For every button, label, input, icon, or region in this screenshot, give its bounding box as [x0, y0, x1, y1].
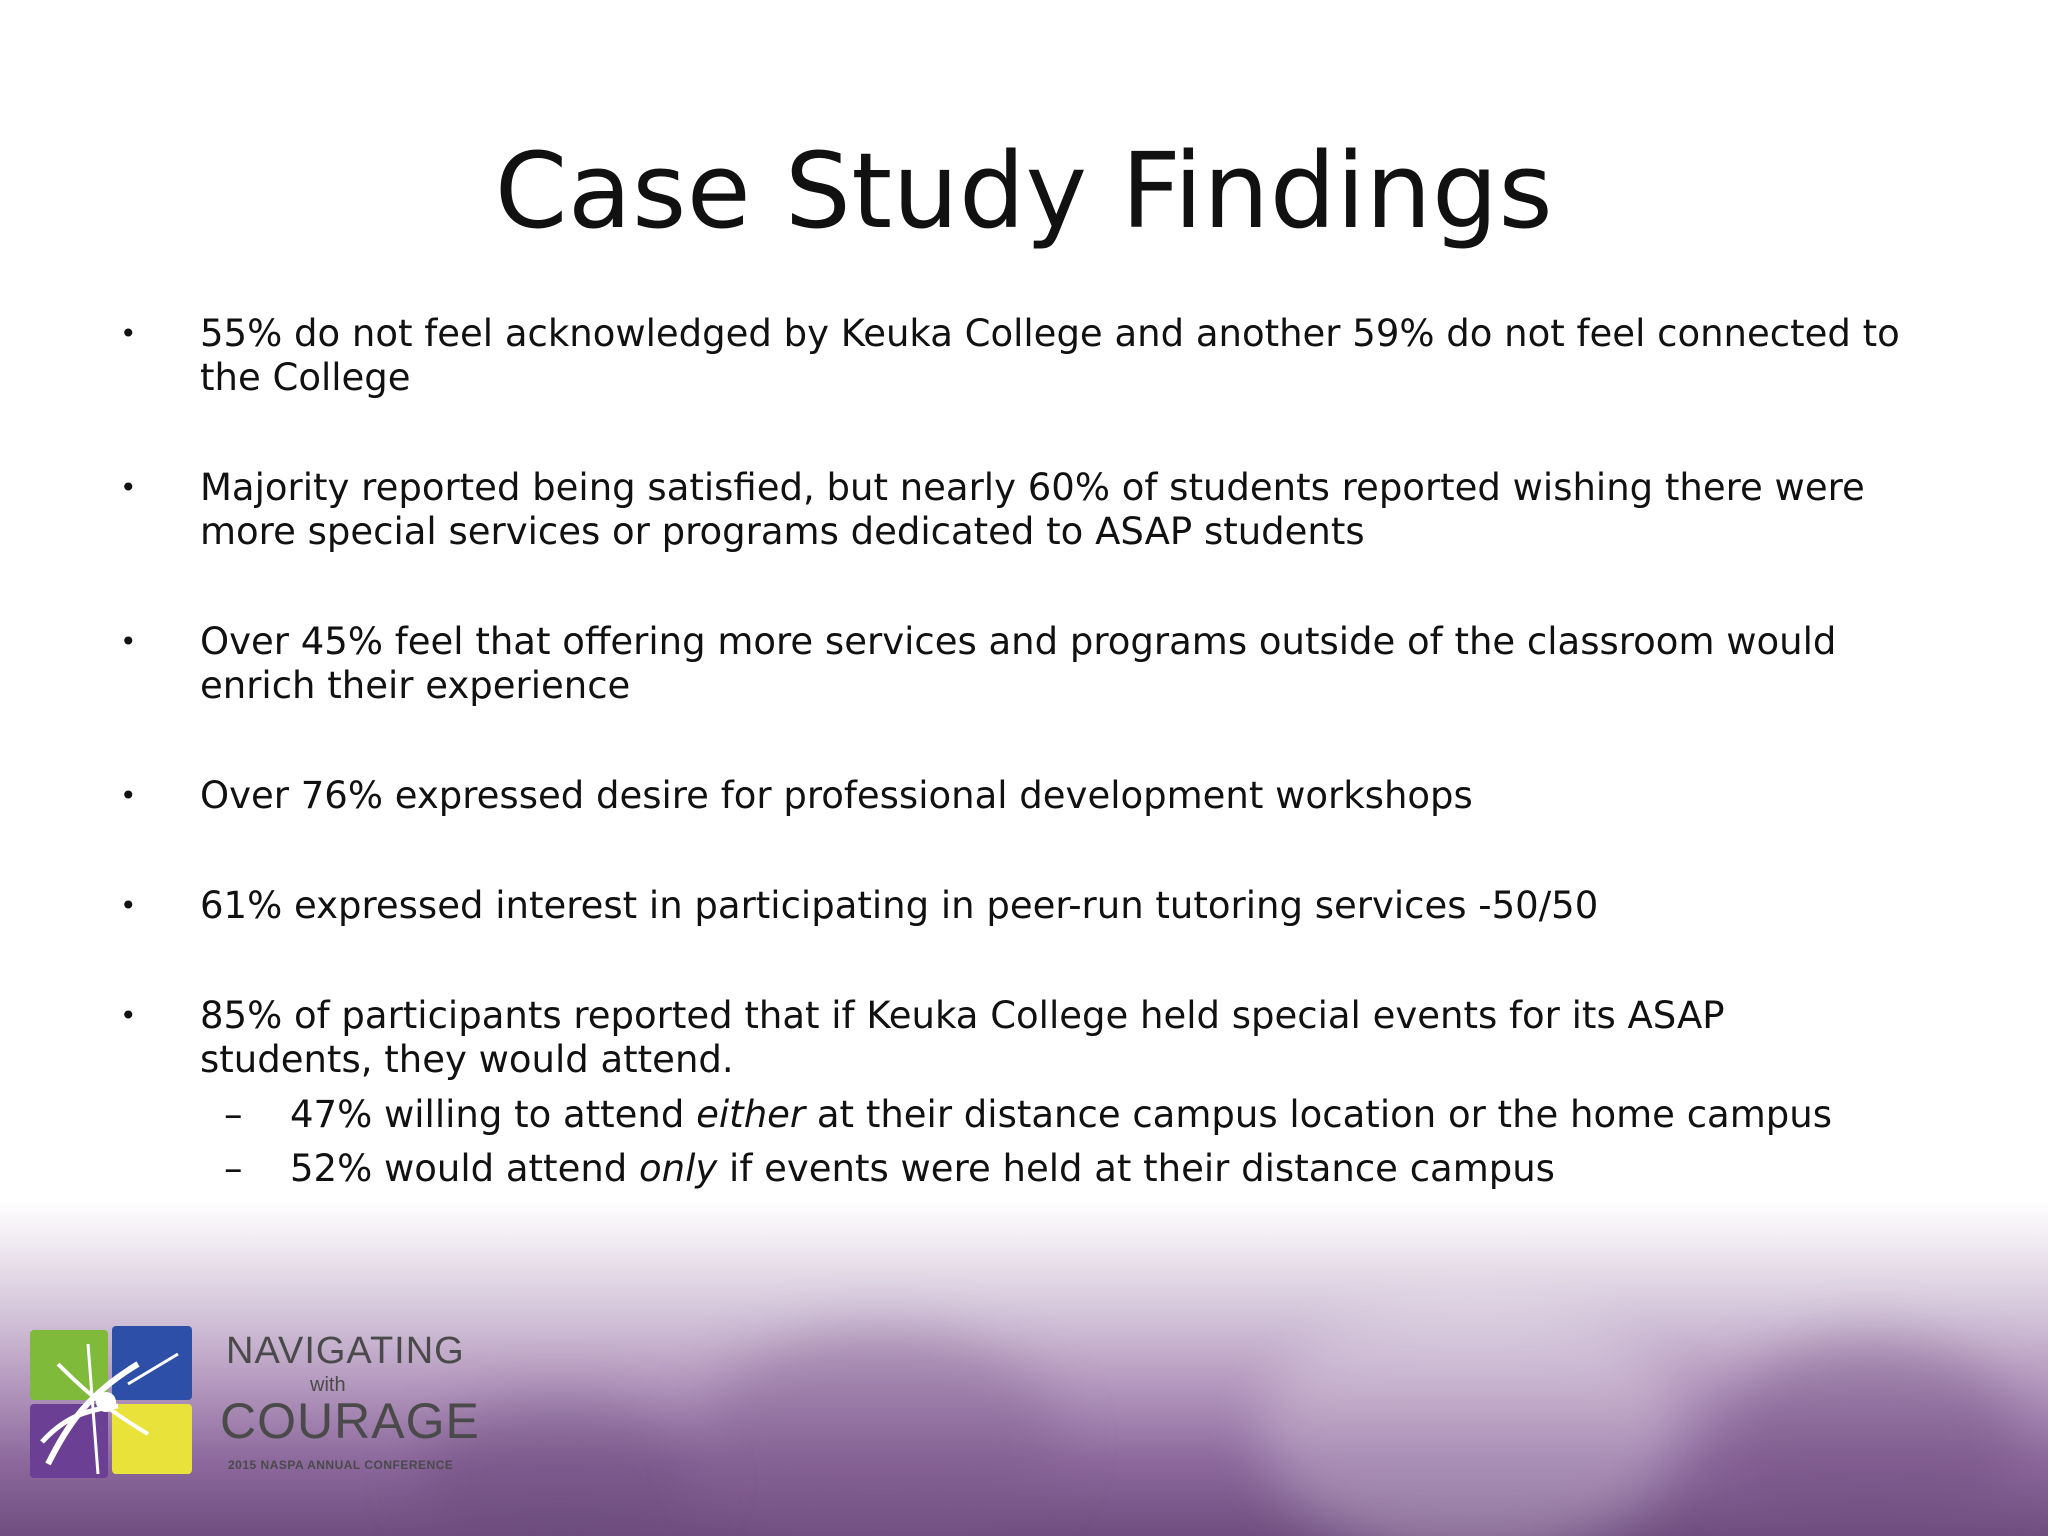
bullet-icon: • [120, 625, 137, 658]
bullet-text: 85% of participants reported that if Keuka College held special events for its ASAP students, they would attend. [200, 994, 1725, 1081]
sub-bullet-list [200, 1088, 1900, 1196]
bullet-text: Majority reported being satisfied, but nearly 60% of students reported wishing there were more special services or programs dedicated to ASAP students [200, 466, 1865, 553]
bullet-list [120, 312, 1900, 1196]
sub-bullet-text-before: 52% would attend [290, 1147, 640, 1190]
logo-with: with [310, 1374, 346, 1396]
bullet-item [120, 884, 1900, 928]
logo-mark-icon [28, 1324, 198, 1484]
sub-bullet-item [200, 1088, 1900, 1142]
bullet-icon: • [120, 889, 137, 922]
sub-bullet-emphasis: only [639, 1147, 718, 1190]
bullet-text: Over 45% feel that offering more services and programs outside of the classroom would enrich their experience [200, 620, 1837, 707]
sub-bullet-text-after: if events were held at their distance campus [717, 1147, 1555, 1190]
bullet-icon: • [120, 471, 137, 504]
bullet-text: 61% expressed interest in participating in peer-run tutoring services -50/50 [200, 884, 1599, 927]
logo-navigating: NAVIGATING [226, 1330, 465, 1372]
logo-courage: COURAGE [220, 1393, 480, 1449]
bullet-item [120, 466, 1900, 554]
bullet-icon: • [120, 317, 137, 350]
logo-conference: 2015 NASPA ANNUAL CONFERENCE [228, 1458, 454, 1472]
bullet-item [120, 774, 1900, 818]
bullet-item [120, 620, 1900, 708]
sub-bullet-item [200, 1142, 1900, 1196]
background-blur [1720, 1340, 2020, 1536]
dash-icon: – [224, 1147, 243, 1190]
background-blur [700, 1330, 1060, 1536]
slide-title: Case Study Findings [494, 130, 1554, 252]
bullet-icon: • [120, 779, 137, 812]
bullet-icon: • [120, 999, 137, 1032]
bullet-text: Over 76% expressed desire for professional development workshops [200, 774, 1473, 817]
bullet-item [120, 312, 1900, 400]
sub-bullet-text-before: 47% willing to attend [290, 1093, 697, 1136]
sub-bullet-text-after: at their distance campus location or the home campus [805, 1093, 1832, 1136]
dash-icon: – [224, 1093, 243, 1136]
sub-bullet-emphasis: either [696, 1093, 806, 1136]
bullet-text: 55% do not feel acknowledged by Keuka College and another 59% do not feel connected to the College [200, 312, 1900, 399]
logo-text [198, 1324, 480, 1484]
conference-logo [28, 1324, 480, 1484]
bullet-item [120, 994, 1900, 1196]
